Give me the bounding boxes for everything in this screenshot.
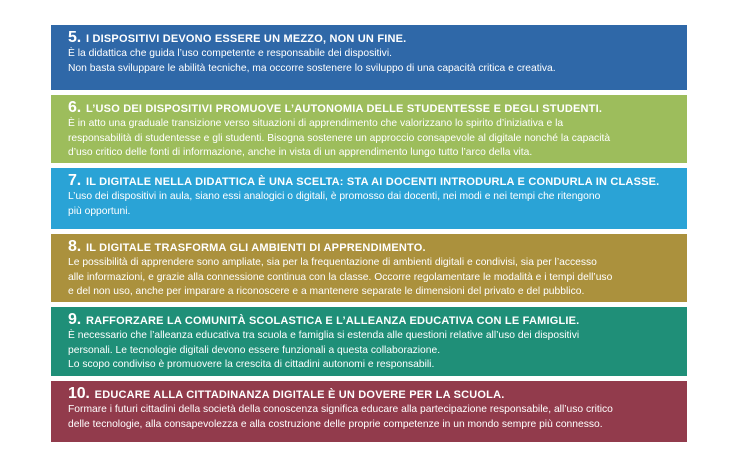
item-5-heading [68,28,677,47]
item-7-line-1: L’uso dei dispositivi in aula, siano essi analogici o digitali, è promosso dai docenti, nei modi e nei tempi che ritengono [68,191,601,202]
item-7-body [68,190,677,219]
item-10-line-2: delle tecnologie, alla consapevolezza e alla costruzione delle proprie competenze in un mondo sempre più connesso. [68,418,603,430]
item-8-line-3: e del non uso, anche per imparare a riconoscere e a mantenere separate le dimensioni del privato e del pubblico. [68,286,585,297]
item-6-title: L’USO DEI DISPOSITIVI PROMUOVE L’AUTONOMIA DELLE STUDENTESSE E DEGLI STUDENTI. [85,103,603,115]
item-9-body [68,329,677,373]
item-7-number: 7. [68,172,81,189]
item-9-block [51,307,687,376]
item-10-heading [68,384,677,403]
item-9-line-2: personali. Le tecnologie digitali devono essere funzionali a questa collaborazione. [68,344,441,356]
item-7-block [51,168,687,229]
item-9-title: RAFFORZARE LA COMUNITÀ SCOLASTICA E L’ALLEANZA EDUCATIVA CON LE FAMIGLIE. [85,315,580,327]
item-10-number: 10. [68,385,90,402]
item-8-heading [68,237,677,256]
item-9-line-3: Lo scopo condiviso è promuovere la crescita di cittadini autonomi e responsabili. [68,359,435,370]
item-7-heading [68,171,677,190]
item-8-body [68,256,677,300]
item-8-number: 8. [68,238,81,255]
item-10-title: EDUCARE ALLA CITTADINANZA DIGITALE È UN DOVERE PER LA SCUOLA. [94,389,505,401]
item-9-line-1: È necessario che l’alleanza educativa tra scuola e famiglia si estenda alle questioni relative all’uso dei dispositivi [68,330,580,341]
decalogue-panel [51,25,687,442]
item-5-title: I DISPOSITIVI DEVONO ESSERE UN MEZZO, NON UN FINE. [85,33,407,45]
item-6-heading [68,98,677,117]
item-10-body [68,403,677,432]
item-6-line-1: È in atto una graduale transizione verso situazioni di apprendimento che valorizzano lo spirito d’iniziativa e la [68,118,564,129]
item-9-number: 9. [68,311,81,328]
item-7-line-2: più opportuni. [68,205,131,217]
item-9-heading [68,310,677,329]
item-10-line-1: Formare i futuri cittadini della società della conoscenza significa educare alla partecipazione responsabile, all’uso critico [68,404,613,415]
item-6-line-3: d’uso critico delle fonti di informazione, anche in vista di un apprendimento lungo tutto l’arco della vita. [68,147,533,158]
item-6-line-2: responsabilità di studentesse e gli studenti. Bisogna sostenere un approccio consapevole al digitale nonché la capacità [68,132,611,144]
item-5-block [51,25,687,90]
item-5-line-2: Non basta sviluppare le abilità tecniche, ma occorre sostenere lo sviluppo di una capacità critica e creativa. [68,62,556,74]
item-7-title: IL DIGITALE NELLA DIDATTICA È UNA SCELTA: STA AI DOCENTI INTRODURLA E CONDURLA IN CLASSE. [85,176,660,188]
item-8-line-1: Le possibilità di apprendere sono ampliate, sia per la frequentazione di ambienti digitali e condivisi, sia per l’accesso [68,257,597,268]
item-5-body [68,47,677,76]
item-6-block [51,95,687,163]
item-8-title: IL DIGITALE TRASFORMA GLI AMBIENTI DI APPRENDIMENTO. [85,242,426,254]
item-6-number: 6. [68,99,81,116]
item-5-number: 5. [68,29,81,46]
item-5-line-1: È la didattica che guida l’uso competente e responsabile dei dispositivi. [68,48,392,59]
item-10-block [51,381,687,442]
item-8-block [51,234,687,302]
item-6-body [68,117,677,161]
item-8-line-2: alle informazioni, e grazie alla connessione continua con la classe. Occorre regolamentare le modalità e i tempi dell’uso [68,271,613,283]
